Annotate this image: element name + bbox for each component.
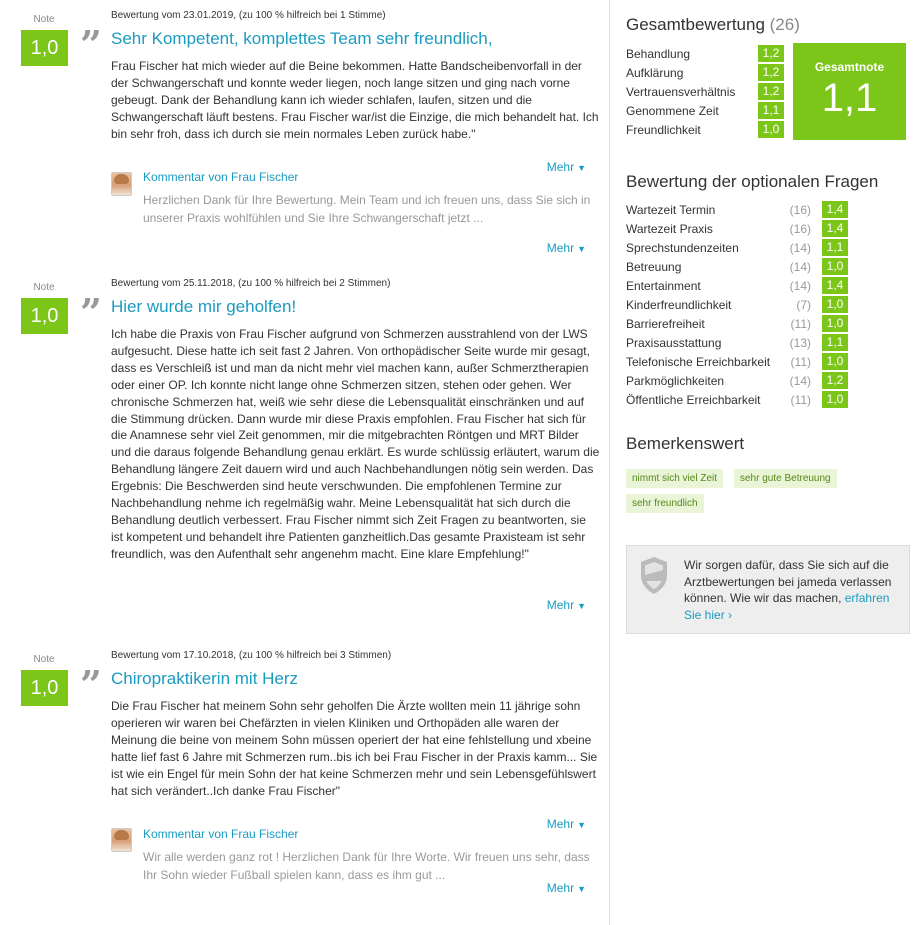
overall-grade: 1,1: [821, 76, 878, 120]
optional-grade: 1,0: [822, 353, 848, 370]
comment-text: Wir alle werden ganz rot ! Herzlichen Dank für Ihre Worte. Wir freuen uns sehr, dass Ihr Sohn wieder Fußball spielen kann, dass es ihm gut ...: [143, 850, 590, 882]
chevron-down-icon: ▼: [577, 820, 586, 830]
overall-grade-box: [793, 43, 906, 140]
optional-title: Bewertung der optionalen Fragen: [626, 172, 879, 191]
optional-count: (14): [789, 241, 811, 255]
optional-count: (13): [789, 336, 811, 350]
chevron-down-icon: ▼: [577, 884, 586, 894]
more-link[interactable]: [547, 598, 586, 612]
more-link[interactable]: [547, 160, 586, 174]
optional-row: [626, 277, 866, 296]
quote-icon: ”: [80, 662, 102, 707]
category-label: Aufklärung: [626, 66, 684, 80]
optional-label: Wartezeit Praxis: [626, 222, 713, 236]
more-label: Mehr: [546, 881, 575, 895]
category-row: [626, 102, 786, 121]
more-label: Mehr: [546, 160, 575, 174]
optional-label: Wartezeit Termin: [626, 203, 716, 217]
category-grade: 1,0: [758, 121, 784, 138]
optional-grade: 1,2: [822, 372, 848, 389]
optional-row: [626, 220, 866, 239]
summary-title-text: Gesamtbewertung: [626, 15, 765, 34]
category-label: Genommene Zeit: [626, 104, 719, 118]
review-title[interactable]: Sehr Kompetent, komplettes Team sehr freundlich,: [111, 29, 493, 48]
optional-row: [626, 201, 866, 220]
comment-more-link[interactable]: [547, 241, 586, 255]
trust-text-body: Wir sorgen dafür, dass Sie sich auf die Arztbewertungen bei jameda verlassen können. Wie wir das machen,: [684, 558, 892, 606]
remarkable-title: Bemerkenswert: [626, 434, 745, 453]
note-label: Note: [33, 14, 55, 25]
optional-grade: 1,0: [822, 315, 848, 332]
review-meta: Bewertung vom 23.01.2019, (zu 100 % hilfreich bei 1 Stimme): [111, 10, 386, 21]
category-row: [626, 121, 786, 140]
optional-label: Entertainment: [626, 279, 701, 293]
trust-text: [684, 557, 899, 623]
comment-author[interactable]: Kommentar von Frau Fischer: [143, 827, 299, 841]
optional-label: Parkmöglichkeiten: [626, 374, 725, 388]
optional-label: Sprechstundenzeiten: [626, 241, 739, 255]
trust-link-label: erfahren Sie hier: [684, 591, 890, 622]
summary-title: [626, 15, 800, 35]
category-row: [626, 83, 786, 102]
optional-count: (16): [789, 222, 811, 236]
review-text: Die Frau Fischer hat meinem Sohn sehr geholfen Die Ärzte wollten mein 11 jährige sohn operieren wir waren bei Chefärzten in vielen Kliniken und Orthopäden alle waren der Meinung die beine von meinem Sohn müssen operiert der hat eine fehlstellung und xbeine hatte lief fast 6 Jahre mit Schmerzen rum..bis ich bei Frau Fischer in der Praxis kamm... Sie ist wie ein Engel für mein Sohn der hat keine Schmerzen mehr und sein Lebensgefühlswert hat sich verändert..Ich danke Frau Fischer": [111, 699, 598, 798]
more-label: Mehr: [546, 817, 575, 831]
category-label: Vertrauensverhältnis: [626, 85, 736, 99]
category-label: Behandlung: [626, 47, 691, 61]
chevron-down-icon: ▼: [577, 601, 586, 611]
optional-grade: 1,0: [822, 258, 848, 275]
optional-label: Barrierefreiheit: [626, 317, 705, 331]
review-meta: Bewertung vom 25.11.2018, (zu 100 % hilfreich bei 2 Stimmen): [111, 278, 391, 289]
chevron-down-icon: ▼: [577, 244, 586, 254]
optional-count: (11): [790, 355, 811, 369]
category-row: [626, 45, 786, 64]
comment-author[interactable]: Kommentar von Frau Fischer: [143, 170, 299, 184]
review-text: Frau Fischer hat mich wieder auf die Beine bekommen. Hatte Bandscheibenvorfall in der der Schwangerschaft und konnte weder liegen, noch lange sitzen und ging nach vorne gebeugt. Dank der Behandlung kann ich wieder schlafen, laufen, sitzen und die Schwangerschaft läuft bestens. Frau Fischer war/ist die Einzige, die mich behandelt hat. Ich bin sehr froh, dass ich durch sie mein normales Leben zurück habe.": [111, 59, 599, 141]
category-grade: 1,1: [758, 102, 784, 119]
summary-sidebar: [611, 0, 919, 925]
category-grade: 1,2: [758, 64, 784, 81]
category-row: [626, 64, 786, 83]
optional-count: (14): [789, 374, 811, 388]
optional-count: (11): [790, 317, 811, 331]
optional-row: [626, 334, 866, 353]
review-grade: 1,0: [21, 670, 68, 706]
review-title[interactable]: Chiropraktikerin mit Herz: [111, 669, 299, 688]
quote-icon: ”: [80, 290, 102, 335]
review-grade: 1,0: [21, 30, 68, 66]
optional-grade: 1,0: [822, 391, 848, 408]
review-meta: Bewertung vom 17.10.2018, (zu 100 % hilfreich bei 3 Stimmen): [111, 650, 392, 661]
optional-count: (11): [790, 393, 811, 407]
review-title[interactable]: Hier wurde mir geholfen!: [111, 297, 297, 316]
remark-tag[interactable]: sehr freundlich: [626, 494, 704, 513]
optional-count: (14): [789, 260, 811, 274]
optional-grade: 1,0: [822, 296, 848, 313]
more-label: Mehr: [546, 598, 575, 612]
optional-count: (16): [789, 203, 811, 217]
optional-row: [626, 372, 866, 391]
chevron-right-icon: ›: [728, 607, 733, 622]
optional-count: (14): [789, 279, 811, 293]
more-link[interactable]: [547, 817, 586, 831]
note-label: Note: [33, 654, 55, 665]
trust-info-box: [626, 545, 910, 634]
remark-tag[interactable]: nimmt sich viel Zeit: [626, 469, 723, 488]
more-label: Mehr: [546, 241, 575, 255]
quote-icon: ”: [80, 22, 102, 67]
optional-label: Betreuung: [626, 260, 682, 274]
optional-count: (7): [796, 298, 811, 312]
avatar: [111, 172, 132, 196]
category-grade: 1,2: [758, 45, 784, 62]
optional-label: Praxisausstattung: [626, 336, 722, 350]
optional-grade: 1,4: [822, 220, 848, 237]
optional-grade: 1,1: [822, 239, 848, 256]
remark-tag[interactable]: sehr gute Betreuung: [734, 469, 837, 488]
optional-label: Öffentliche Erreichbarkeit: [626, 393, 761, 407]
chevron-down-icon: ▼: [577, 163, 586, 173]
optional-row: [626, 353, 866, 372]
shield-icon: [639, 556, 669, 596]
note-label: Note: [33, 282, 55, 293]
overall-label: Gesamtnote: [814, 60, 885, 74]
comment-more-link[interactable]: [547, 881, 586, 895]
category-grade: 1,2: [758, 83, 784, 100]
review-grade: 1,0: [21, 298, 68, 334]
optional-row: [626, 258, 866, 277]
optional-row: [626, 239, 866, 258]
optional-label: Telefonische Erreichbarkeit: [626, 355, 771, 369]
optional-grade: 1,4: [822, 201, 848, 218]
optional-grade: 1,1: [822, 334, 848, 351]
avatar: [111, 828, 132, 852]
summary-count: (26): [769, 15, 800, 34]
optional-row: [626, 315, 866, 334]
optional-row: [626, 296, 866, 315]
review-text: Ich habe die Praxis von Frau Fischer aufgrund von Schmerzen ausstrahlend von der LWS aufgesucht. Diese hatte ich seit fast 2 Jahren. Von orthopädischer Seite wurde mir gesagt, dass es Verschleiß ist und man da nicht mehr viel machen kann, außer Schmerztherapien oder einer OP. Ich konnte nicht lange ohne Schmerzen sitzen, stehen oder gehen. Wer chronische Schmerzen hat, weiß wie sehr diese die Lebensqualität einschränken und auf die Stimmung drücken. Dann wurde mir diese Praxis empfohlen. Frau Fischer hat sich für die Anamnese sehr viel Zeit genommen, mir die mitgebrachten Röntgen und MRT Bilder und die daraus folgende Behandlung genau erklärt. Es wurde schlüssig erläutert, warum die Behandlung längere Zeit dauern wird und auch Nachbehandlungen nötig sein werden. Das Ergebnis: Die Beschwerden sind heute verschwunden. Die empfohlenen Termine zur Nachbehandlung nehme ich regelmäßig wahr. Meine Lebensqualität hat sich durch die Behandlung deutlich verbessert. Frau Fischer nimmt sich Zeit Fragen zu beantworten, sie ist kompetent und behandelt ihre Patienten ganzheitlich.Das gesamte Praxisteam ist sehr freundlich, was den Aufenthalt sehr angenehm macht. Eine klare Empfehlung!": [111, 327, 600, 561]
optional-grade: 1,4: [822, 277, 848, 294]
comment-text: Herzlichen Dank für Ihre Bewertung. Mein Team und ich freuen uns, dass Sie sich in unserer Praxis wohlfühlen und Sie Ihre Schwangerschaft jetzt ...: [143, 193, 591, 225]
optional-row: [626, 391, 866, 410]
category-label: Freundlichkeit: [626, 123, 701, 137]
optional-label: Kinderfreundlichkeit: [626, 298, 732, 312]
